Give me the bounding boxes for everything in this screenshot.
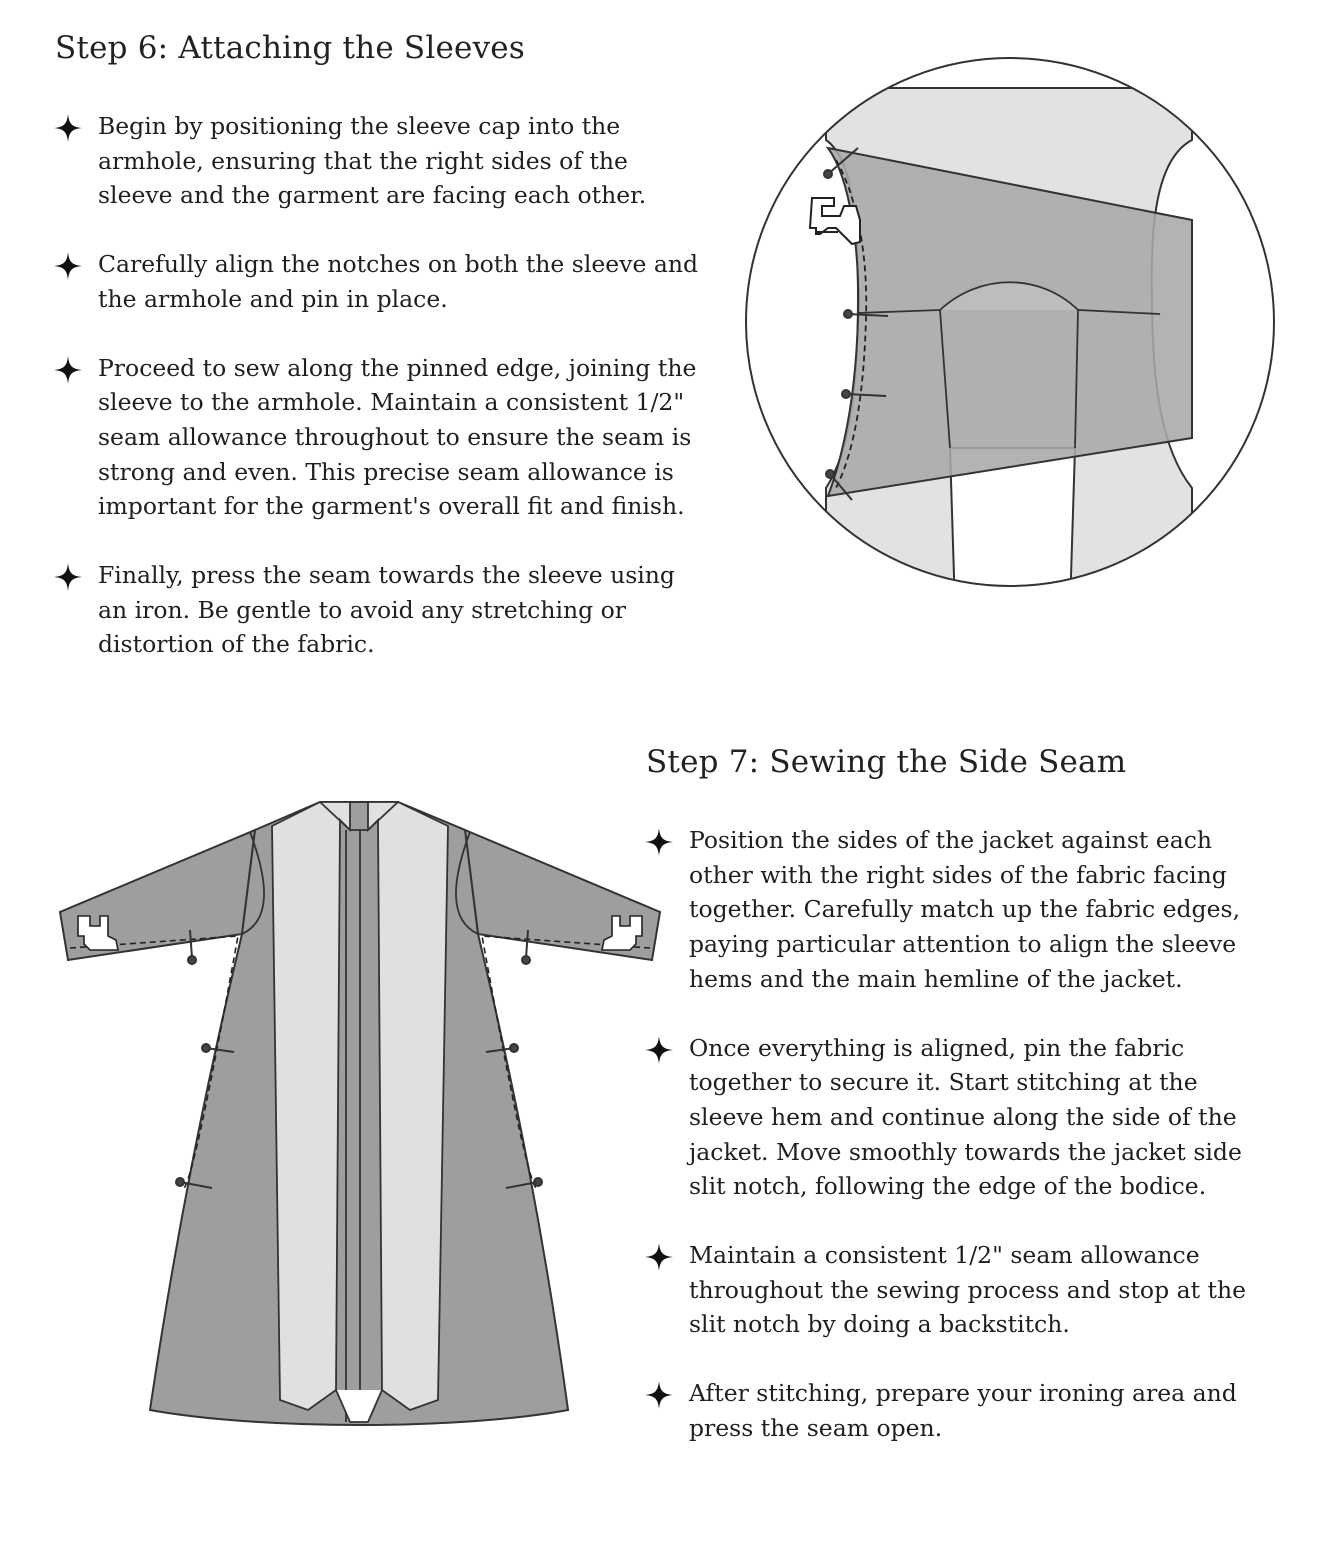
step-7-bullet-2: [646, 1031, 1306, 1205]
step-6-bullet-4: [55, 558, 735, 662]
step-7-bullet-4: [646, 1376, 1306, 1445]
sparkle-bullet-icon: [53, 562, 83, 592]
sparkle-bullet-icon: [53, 355, 83, 385]
step-7-title: Step 7: Sewing the Side Seam: [646, 744, 1127, 780]
bullet-line: seam allowance throughout to ensure the seam is: [98, 422, 692, 451]
bullet-line: Finally, press the seam towards the sleeve using: [98, 561, 675, 590]
bullet-line: the armhole and pin in place.: [98, 284, 448, 313]
bullet-line: sleeve to the armhole. Maintain a consistent 1/2": [98, 388, 685, 417]
bullet-line: Begin by positioning the sleeve cap into the: [98, 112, 621, 140]
bullet-line: Proceed to sew along the pinned edge, joining the: [98, 353, 697, 382]
step-7-bullet-3: [646, 1238, 1306, 1342]
sparkle-bullet-icon: [53, 251, 83, 281]
bullet-line: distortion of the fabric.: [98, 630, 375, 659]
bullet-line: Carefully align the notches on both the sleeve and: [98, 250, 699, 279]
bullet-line: sleeve and the garment are facing each other.: [98, 181, 647, 210]
step-6-instructions: [55, 109, 735, 662]
step-6-bullet-3: [55, 351, 735, 525]
bullet-line: slit notch by doing a backstitch.: [689, 1310, 1070, 1339]
step-6-bullet-2: [55, 247, 735, 316]
bullet-line: armhole, ensuring that the right sides of the: [98, 146, 628, 175]
bullet-line: After stitching, prepare your ironing area and: [689, 1379, 1237, 1408]
bullet-line: together. Carefully match up the fabric edges,: [689, 895, 1241, 924]
step-6-title: Step 6: Attaching the Sleeves: [55, 30, 525, 66]
bullet-line: slit notch, following the edge of the bodice.: [689, 1172, 1207, 1201]
bullet-line: an iron. Be gentle to avoid any stretching or: [98, 595, 627, 624]
jacket-side-seam-illustration: [50, 790, 670, 1440]
bullet-line: sleeve hem and continue along the side of the: [689, 1102, 1237, 1131]
bullet-line: Once everything is aligned, pin the fabric: [689, 1033, 1185, 1062]
sparkle-bullet-icon: [53, 113, 83, 143]
step-6-bullet-1: [55, 109, 735, 213]
bullet-line: important for the garment's overall fit and finish.: [98, 492, 685, 521]
bullet-line: Position the sides of the jacket against each: [689, 826, 1213, 854]
bullet-line: paying particular attention to align the sleeve: [689, 930, 1237, 959]
bullet-line: press the seam open.: [689, 1413, 943, 1442]
bullet-line: Maintain a consistent 1/2" seam allowance: [689, 1241, 1200, 1270]
bullet-line: together to secure it. Start stitching at the: [689, 1068, 1198, 1097]
step-7-instructions: [646, 823, 1306, 1446]
step-7-bullet-1: [646, 823, 1306, 997]
bullet-line: jacket. Move smoothly towards the jacket side: [689, 1137, 1242, 1166]
bullet-line: hems and the main hemline of the jacket.: [689, 964, 1183, 993]
bullet-line: strong and even. This precise seam allowance is: [98, 457, 674, 486]
bullet-line: throughout the sewing process and stop at the: [689, 1275, 1246, 1304]
bullet-line: other with the right sides of the fabric facing: [689, 860, 1227, 889]
sleeve-attachment-illustration: [740, 48, 1280, 596]
